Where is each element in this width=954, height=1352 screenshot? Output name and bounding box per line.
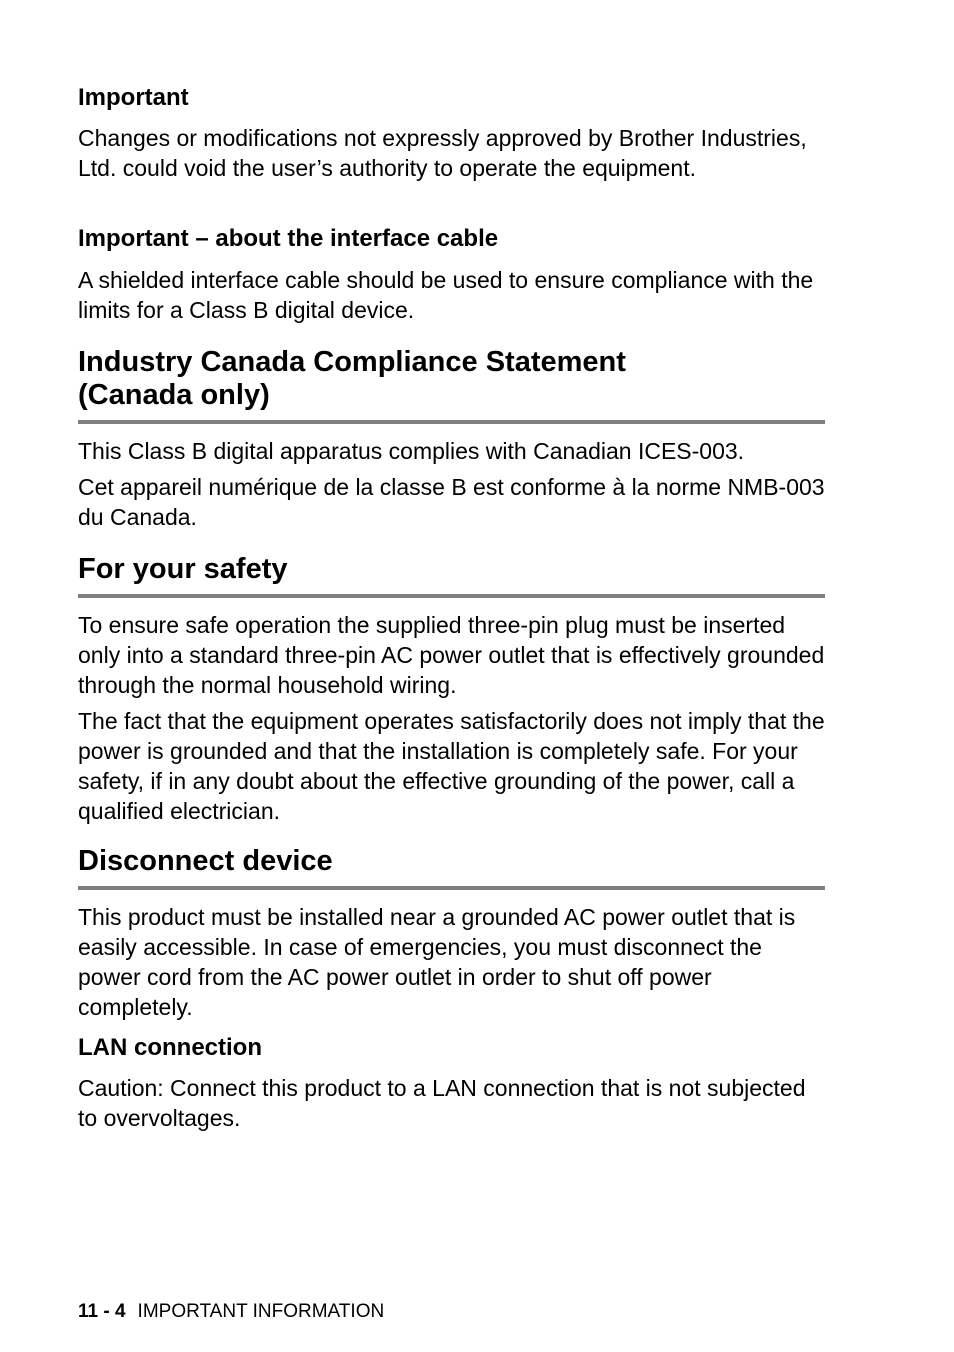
important-section [78, 83, 826, 183]
disconnect-section [78, 845, 826, 1022]
canada-heading: Industry Canada Compliance Statement (Canada only) [78, 346, 626, 411]
interface-cable-heading: Important – about the interface cable [78, 225, 499, 252]
page-footer [78, 1300, 384, 1324]
page-number: 11 - 4 [78, 1301, 126, 1322]
canada-body-en: This Class B digital apparatus complies with Canadian ICES-003. [78, 438, 745, 464]
canada-heading-rule [78, 420, 825, 424]
footer-section-title: IMPORTANT INFORMATION [137, 1301, 385, 1322]
lan-heading: LAN connection [78, 1034, 262, 1061]
safety-heading: For your safety [78, 553, 288, 585]
lan-section [78, 1033, 826, 1133]
disconnect-body: This product must be installed near a grounded AC power outlet that is easily accessible. In case of emergencies, you must disconnect the power cord from the AC power outlet in order to shut off power completely. [78, 904, 796, 1020]
safety-heading-rule [78, 594, 825, 598]
interface-cable-section [78, 224, 826, 325]
safety-section [78, 553, 826, 826]
disconnect-heading-rule [78, 886, 825, 890]
lan-body: Caution: Connect this product to a LAN connection that is not subjected to overvoltages. [78, 1075, 806, 1131]
interface-cable-body: A shielded interface cable should be used to ensure compliance with the limits for a Class B digital device. [78, 267, 814, 323]
important-heading: Important [78, 84, 189, 111]
canada-section [78, 346, 826, 532]
disconnect-heading: Disconnect device [78, 845, 333, 877]
important-body: Changes or modifications not expressly approved by Brother Industries, Ltd. could void the user’s authority to operate the equipment. [78, 125, 807, 181]
safety-body-1: To ensure safe operation the supplied three-pin plug must be inserted only into a standard three-pin AC power outlet that is effectively grounded through the normal household wiring. [78, 612, 825, 698]
safety-body-2: The fact that the equipment operates satisfactorily does not imply that the power is grounded and that the installation is completely safe. For your safety, if in any doubt about the effective grounding of the power, call a qualified electrician. [78, 708, 825, 824]
canada-body-fr: Cet appareil numérique de la classe B est conforme à la norme NMB-003 du Canada. [78, 474, 825, 530]
